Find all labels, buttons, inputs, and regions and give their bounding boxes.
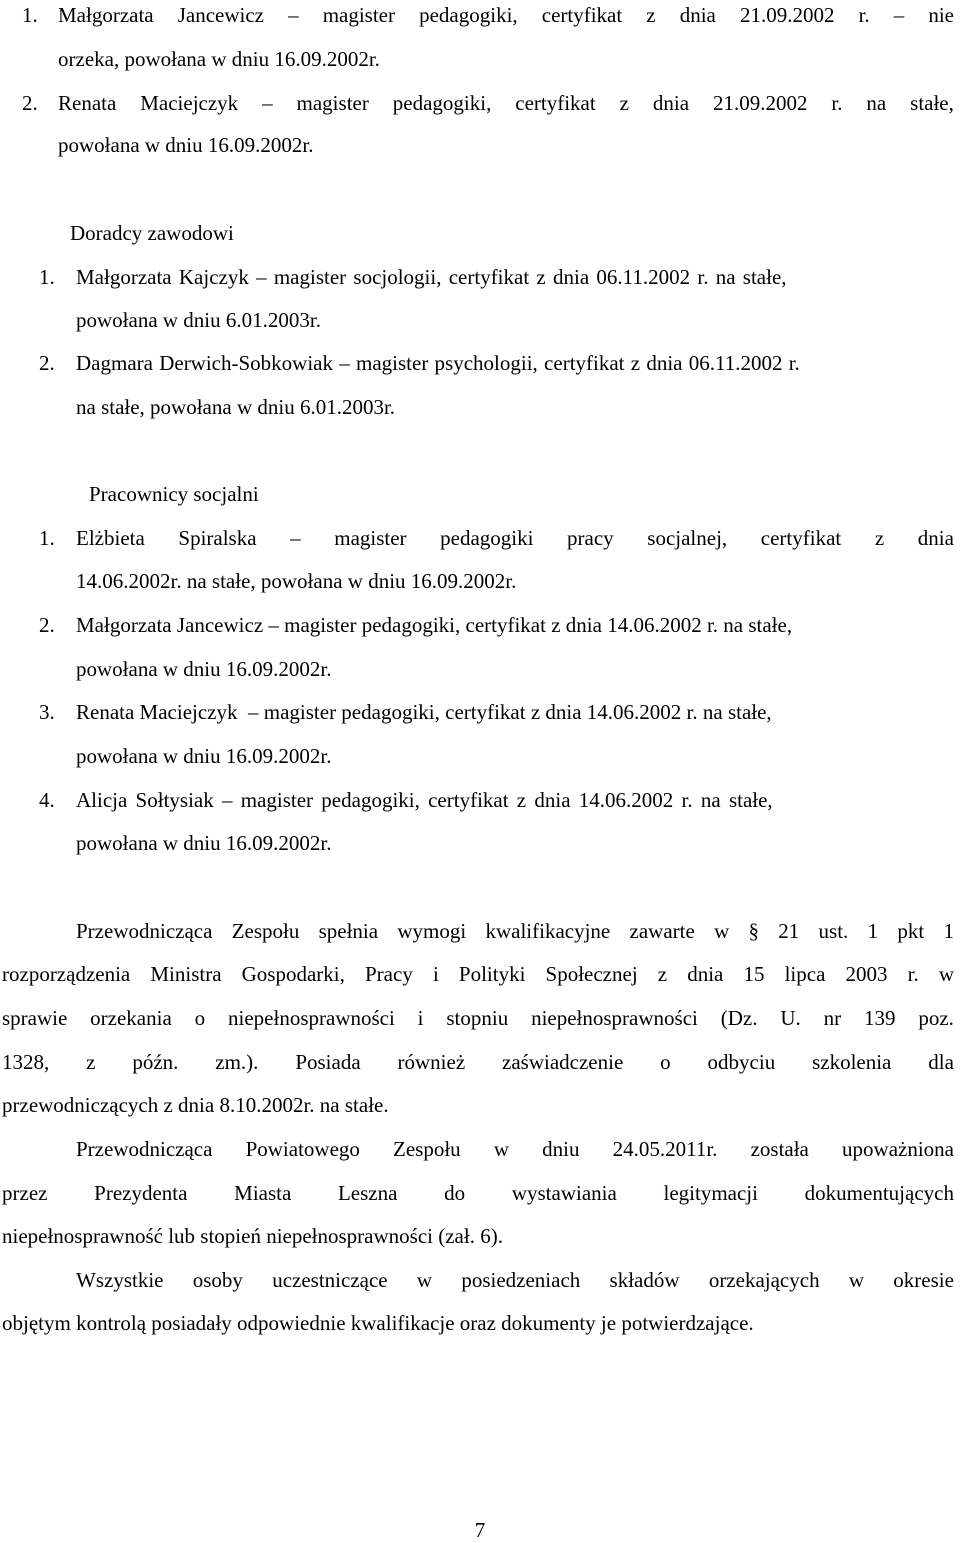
list-item-number: 1.: [39, 265, 55, 289]
word: –: [288, 3, 299, 27]
word: przez: [2, 1181, 48, 1205]
word: Wszystkie: [76, 1268, 164, 1292]
word: niepełnosprawności: [228, 1006, 395, 1030]
word: –: [262, 91, 273, 115]
word: pracy: [567, 526, 614, 550]
word: upoważniona: [842, 1137, 954, 1161]
paragraph-line: [76, 921, 954, 942]
word: lipca: [784, 962, 826, 986]
word: z: [86, 1050, 96, 1074]
word: w: [714, 919, 730, 943]
word: 139: [863, 1006, 896, 1030]
word: z: [646, 3, 656, 27]
word: Powiatowego: [245, 1137, 360, 1161]
list-item-line: powołana w dniu 16.09.2002r.: [76, 831, 332, 855]
word: legitymacji: [663, 1181, 758, 1205]
word: Polityki: [458, 962, 526, 986]
word: o: [194, 1006, 206, 1030]
word: do: [444, 1181, 466, 1205]
page-number: 7: [474, 1518, 486, 1542]
paragraph-line: niepełnosprawność lub stopień niepełnosprawności (zał. 6).: [2, 1224, 503, 1248]
word: nie: [928, 3, 954, 27]
list-item-number: 2.: [39, 351, 55, 375]
word: certyfikat: [541, 3, 623, 27]
word: r.: [831, 91, 843, 115]
word: i: [432, 962, 439, 986]
word: z: [874, 526, 885, 550]
word: magister: [296, 91, 369, 115]
word: Gospodarki,: [241, 962, 345, 986]
list-item-number: 2.: [39, 613, 55, 637]
word: uczestniczące: [272, 1268, 388, 1292]
word: 2003: [845, 962, 888, 986]
word: w: [938, 962, 954, 986]
word: Renata: [58, 91, 117, 115]
word: niepełnosprawności: [531, 1006, 698, 1030]
word: pedagogiki,: [392, 91, 492, 115]
word: Przewodnicząca: [76, 1137, 213, 1161]
list-item-line: [58, 5, 954, 26]
list-item-line: Małgorzata Jancewicz – magister pedagogiki, certyfikat z dnia 14.06.2002 r. na stałe,: [76, 613, 793, 637]
word: Prezydenta: [94, 1181, 188, 1205]
word: 21.09.2002: [739, 3, 835, 27]
word: Spiralska: [178, 526, 257, 550]
word: posiedzeniach: [461, 1268, 581, 1292]
word: socjalnej,: [647, 526, 728, 550]
word: sprawie: [2, 1006, 68, 1030]
word: Elżbieta: [76, 526, 145, 550]
word: pkt: [897, 919, 925, 943]
word: stałe,: [910, 91, 954, 115]
paragraph-line: [2, 1008, 954, 1029]
word: późn.: [132, 1050, 179, 1074]
word: magister: [334, 526, 407, 550]
word: odbyciu: [707, 1050, 776, 1074]
word: –: [290, 526, 301, 550]
word: została: [750, 1137, 809, 1161]
word: orzekania: [90, 1006, 172, 1030]
paragraph-line: [76, 1270, 954, 1291]
paragraph-line: [2, 964, 954, 985]
word: w: [416, 1268, 433, 1292]
word: z: [657, 962, 668, 986]
list-item-number: 1.: [22, 3, 38, 27]
list-item-number: 1.: [39, 526, 55, 550]
list-item-line: 14.06.2002r. na stałe, powołana w dniu 16.09.2002r.: [76, 569, 517, 593]
word: Jancewicz: [177, 3, 264, 27]
list-item-line: Dagmara Derwich-Sobkowiak – magister psychologii, certyfikat z dnia 06.11.2002 r.: [76, 351, 800, 375]
word: dniu: [542, 1137, 580, 1161]
word: rozporządzenia: [2, 962, 131, 986]
word: r.: [907, 962, 919, 986]
word: 21.09.2002: [712, 91, 808, 115]
word: Zespołu: [231, 919, 300, 943]
word: dnia: [652, 91, 690, 115]
list-item-line: [58, 93, 954, 114]
list-item-number: 2.: [22, 91, 38, 115]
word: magister: [322, 3, 395, 27]
word: 1: [867, 919, 879, 943]
word: Maciejczyk: [140, 91, 239, 115]
word: dla: [928, 1050, 954, 1074]
word: w: [493, 1137, 509, 1161]
list-item-number: 4.: [39, 788, 55, 812]
list-item-line: Alicja Sołtysiak – magister pedagogiki, certyfikat z dnia 14.06.2002 r. na stałe,: [76, 788, 773, 812]
list-item-line: powołana w dniu 16.09.2002r.: [58, 133, 314, 157]
word: –: [893, 3, 905, 27]
list-item-number: 3.: [39, 700, 55, 724]
word: pedagogiki: [440, 526, 534, 550]
word: §: [748, 919, 759, 943]
paragraph-line: [2, 1052, 954, 1073]
word: 15: [743, 962, 765, 986]
word: i: [417, 1006, 424, 1030]
word: ust.: [818, 919, 849, 943]
word: dokumentujących: [804, 1181, 954, 1205]
list-item-line: Renata Maciejczyk – magister pedagogiki, certyfikat z dnia 14.06.2002 r. na stałe,: [76, 700, 772, 724]
word: r.: [858, 3, 870, 27]
word: o: [660, 1050, 671, 1074]
word: wymogi: [397, 919, 467, 943]
list-item-line: Małgorzata Kajczyk – magister socjologii, certyfikat z dnia 06.11.2002 r. na stałe,: [76, 265, 787, 289]
word: 24.05.2011r.: [612, 1137, 718, 1161]
word: zawarte: [629, 919, 695, 943]
word: na: [866, 91, 887, 115]
word: w: [848, 1268, 865, 1292]
word: zaświadczenie: [502, 1050, 624, 1074]
word: dnia: [917, 526, 954, 550]
word: Zespołu: [393, 1137, 461, 1161]
word: Małgorzata: [58, 3, 154, 27]
word: Ministra: [150, 962, 222, 986]
word: szkolenia: [812, 1050, 892, 1074]
list-item-line: powołana w dniu 6.01.2003r.: [76, 308, 321, 332]
word: Społecznej: [545, 962, 638, 986]
word: dnia: [679, 3, 716, 27]
word: kwalifikacyjne: [485, 919, 611, 943]
section-heading: Pracownicy socjalni: [89, 482, 259, 506]
word: Leszna: [337, 1181, 398, 1205]
word: nr: [823, 1006, 842, 1030]
word: U.: [780, 1006, 801, 1030]
word: Przewodnicząca: [76, 919, 213, 943]
word: orzekających: [708, 1268, 820, 1292]
paragraph-line: przewodniczących z dnia 8.10.2002r. na stałe.: [2, 1093, 389, 1117]
word: Pracy: [365, 962, 413, 986]
paragraph-line: [76, 1139, 954, 1160]
word: certyfikat: [515, 91, 596, 115]
word: 1: [943, 919, 954, 943]
word: pedagogiki,: [419, 3, 518, 27]
word: 21: [778, 919, 800, 943]
word: osoby: [192, 1268, 243, 1292]
paragraph-line: objętym kontrolą posiadały odpowiednie kwalifikacje oraz dokumenty je potwierdzające.: [2, 1311, 754, 1335]
word: Posiada: [295, 1050, 361, 1074]
list-item-line: [76, 528, 954, 549]
section-heading: Doradcy zawodowi: [70, 221, 234, 245]
word: składów: [609, 1268, 680, 1292]
paragraph-line: [2, 1183, 954, 1204]
word: certyfikat: [760, 526, 842, 550]
word: wystawiania: [511, 1181, 617, 1205]
list-item-line: orzeka, powołana w dniu 16.09.2002r.: [58, 47, 380, 71]
word: spełnia: [318, 919, 379, 943]
word: Miasta: [234, 1181, 292, 1205]
word: również: [397, 1050, 466, 1074]
word: okresie: [893, 1268, 954, 1292]
list-item-line: powołana w dniu 16.09.2002r.: [76, 744, 332, 768]
word: (Dz.: [720, 1006, 758, 1030]
word: z: [619, 91, 629, 115]
word: poz.: [918, 1006, 954, 1030]
list-item-line: na stałe, powołana w dniu 6.01.2003r.: [76, 395, 396, 419]
word: stopniu: [446, 1006, 509, 1030]
word: zm.).: [215, 1050, 259, 1074]
word: dnia: [687, 962, 724, 986]
list-item-line: powołana w dniu 16.09.2002r.: [76, 657, 332, 681]
word: 1328,: [2, 1050, 50, 1074]
